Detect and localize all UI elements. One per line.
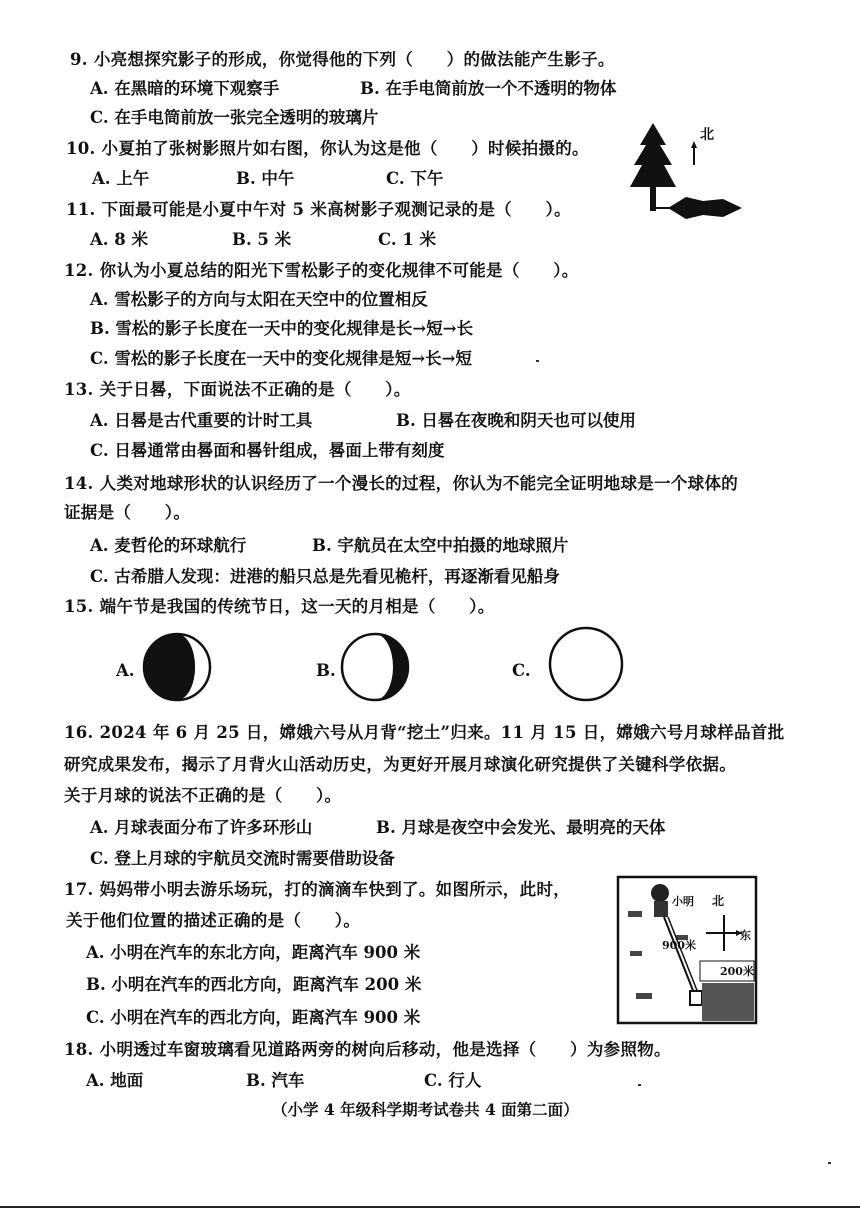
question-11-option-b: B. 5 米: [232, 230, 292, 249]
page-footer: （小学 4 年级科学期考试卷共 4 面第二面）: [272, 1100, 579, 1119]
question-12-option-a: A. 雪松影子的方向与太阳在天空中的位置相反: [90, 290, 428, 309]
question-11-option-a: A. 8 米: [90, 230, 149, 249]
question-13-stem: 13. 关于日晷，下面说法不正确的是（ ）。: [64, 380, 411, 399]
moon-phase-b-icon: [338, 630, 412, 704]
question-9-option-c: C. 在手电筒前放一张完全透明的玻璃片: [90, 108, 379, 127]
question-16-option-b: B. 月球是夜空中会发光、最明亮的天体: [376, 818, 666, 837]
question-14-option-c: C. 古希腊人发现：进港的船只总是先看见桅杆，再逐渐看见船身: [90, 567, 560, 586]
question-10-stem: 10. 小夏拍了张树影照片如右图，你认为这是他（ ）时候拍摄的。: [66, 139, 589, 158]
figure-north-label: 北: [700, 127, 714, 143]
question-13-option-b: B. 日晷在夜晚和阴天也可以使用: [396, 411, 636, 430]
moon-phase-c-icon: [546, 624, 626, 704]
question-16-stem-line-3: 关于月球的说法不正确的是（ ）。: [64, 786, 342, 805]
question-10-option-b: B. 中午: [236, 169, 295, 188]
question-16-option-a: A. 月球表面分布了许多环形山: [90, 818, 313, 837]
question-13-option-c: C. 日晷通常由晷面和晷针组成，晷面上带有刻度: [90, 441, 445, 460]
question-17-option-a: A. 小明在汽车的东北方向，距离汽车 900 米: [86, 943, 421, 962]
question-9-option-b: B. 在手电筒前放一个不透明的物体: [360, 79, 617, 98]
question-15-option-b: B.: [316, 661, 336, 680]
question-14-stem-line-2: 证据是（ ）。: [64, 503, 191, 522]
map-distance-200-label: 200米: [720, 965, 754, 978]
map-distance-900-label: 900米: [662, 939, 696, 952]
question-13-option-a: A. 日晷是古代重要的计时工具: [90, 411, 313, 430]
question-16-option-c: C. 登上月球的宇航员交流时需要借助设备: [90, 849, 395, 868]
question-17-option-b: B. 小明在汽车的西北方向，距离汽车 200 米: [86, 975, 422, 994]
location-map-figure: [616, 875, 758, 1025]
question-14-option-a: A. 麦哲伦的环球航行: [90, 536, 247, 555]
question-14-stem-line-1: 14. 人类对地球形状的认识经历了一个漫长的过程，你认为不能完全证明地球是一个球体的: [64, 474, 739, 493]
question-9-stem: 9. 小亮想探究影子的形成，你觉得他的下列（ ）的做法能产生影子。: [70, 50, 615, 69]
location-map-icon: [616, 875, 758, 1025]
question-11-stem: 11. 下面最可能是小夏中午对 5 米高树影子观测记录的是（ ）。: [66, 200, 571, 219]
map-person-label: 小明: [672, 895, 694, 908]
question-12-option-b: B. 雪松的影子长度在一天中的变化规律是长→短→长: [90, 319, 474, 338]
question-15-option-c: C.: [512, 661, 531, 680]
scan-speck: [828, 1162, 831, 1164]
question-17-option-c: C. 小明在汽车的西北方向，距离汽车 900 米: [86, 1008, 421, 1027]
question-17-stem-line-1: 17. 妈妈带小明去游乐场玩，打的滴滴车快到了。如图所示，此时，: [64, 880, 571, 899]
question-16-stem-line-2: 研究成果发布，揭示了月背火山活动历史，为更好开展月球演化研究提供了关键科学依据。: [64, 755, 736, 774]
question-16-stem-line-1: 16. 2024 年 6 月 25 日，嫦娥六号从月背“挖土”归来。11 月 15 日，嫦娥六号月球样品首批: [64, 723, 785, 742]
question-15-stem: 15. 端午节是我国的传统节日，这一天的月相是（ ）。: [64, 597, 495, 616]
map-north-label: 北: [712, 894, 725, 908]
bottom-border-line: [0, 1206, 860, 1208]
scan-speck: [536, 360, 539, 362]
question-12-stem: 12. 你认为小夏总结的阳光下雪松影子的变化规律不可能是（ ）。: [64, 261, 579, 280]
question-9-option-a: A. 在黑暗的环境下观察手: [90, 79, 280, 98]
question-18-option-a: A. 地面: [86, 1071, 144, 1090]
question-18-stem: 18. 小明透过车窗玻璃看见道路两旁的树向后移动，他是选择（ ）为参照物。: [64, 1040, 671, 1059]
question-10-option-c: C. 下午: [386, 169, 444, 188]
scan-speck: [638, 1084, 641, 1086]
question-15-option-a: A.: [116, 661, 135, 680]
question-17-stem-line-2: 关于他们位置的描述正确的是（ ）。: [66, 911, 361, 930]
question-18-option-b: B. 汽车: [246, 1071, 305, 1090]
question-14-option-b: B. 宇航员在太空中拍摄的地球照片: [312, 536, 569, 555]
question-11-option-c: C. 1 米: [378, 230, 437, 249]
question-10-option-a: A. 上午: [92, 169, 150, 188]
question-18-option-c: C. 行人: [424, 1071, 482, 1090]
moon-phase-a-icon: [140, 630, 214, 704]
tree-shadow-figure: [628, 115, 748, 225]
tree-shadow-icon: [628, 115, 748, 225]
map-east-label: 东: [740, 929, 751, 942]
question-12-option-c: C. 雪松的影子长度在一天中的变化规律是短→长→短: [90, 349, 472, 368]
